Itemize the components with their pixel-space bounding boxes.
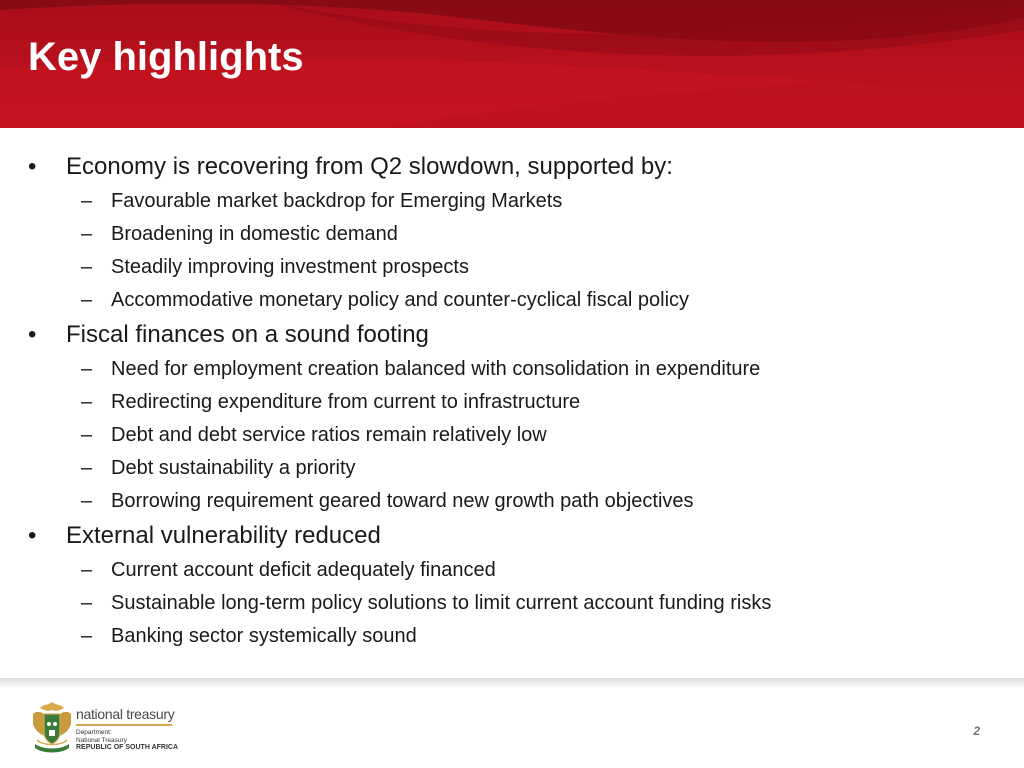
bullet-marker: •	[28, 321, 37, 348]
bullet-marker: •	[28, 153, 37, 180]
sub-bullet-item	[0, 217, 1000, 250]
sub-bullet-item	[0, 586, 1000, 619]
sub-bullet-marker: –	[81, 559, 93, 581]
sub-bullet-item	[0, 484, 1000, 517]
sub-bullet-text: Favourable market backdrop for Emerging Markets	[111, 190, 563, 212]
sub-bullet-text: Redirecting expenditure from current to infrastructure	[111, 391, 581, 413]
sub-bullet-item	[0, 385, 1000, 418]
sub-bullet-marker: –	[81, 592, 93, 614]
sub-bullet-marker: –	[81, 190, 93, 212]
sub-bullet-marker: –	[81, 391, 93, 413]
bullet-text: Fiscal finances on a sound footing	[66, 321, 429, 348]
bullet-item	[0, 148, 1000, 184]
sub-bullet-text: Need for employment creation balanced with consolidation in expenditure	[111, 358, 761, 380]
sub-bullet-marker: –	[81, 358, 93, 380]
logo-treasury-line: National Treasury	[76, 736, 127, 744]
sub-bullet-item	[0, 283, 1000, 316]
bullet-item	[0, 316, 1000, 352]
sub-bullet-text: Broadening in domestic demand	[111, 223, 398, 245]
sub-bullet-item	[0, 184, 1000, 217]
footer-divider	[0, 678, 1024, 688]
header-banner	[0, 0, 1024, 128]
logo-name: national treasury	[76, 706, 175, 722]
sub-bullet-item	[0, 619, 1000, 652]
sub-bullet-marker: –	[81, 289, 93, 311]
sub-bullet-item	[0, 553, 1000, 586]
sub-bullet-marker: –	[81, 424, 93, 446]
bullet-text: External vulnerability reduced	[66, 522, 381, 549]
department-logo-text	[76, 706, 178, 752]
sub-bullet-text: Debt and debt service ratios remain relatively low	[111, 424, 547, 446]
coat-of-arms-icon	[27, 700, 77, 756]
sub-bullet-text: Banking sector systemically sound	[111, 625, 417, 647]
logo-rule	[76, 724, 172, 726]
sub-bullet-item	[0, 451, 1000, 484]
logo-republic-line: REPUBLIC OF SOUTH AFRICA	[76, 744, 179, 751]
sub-bullet-text: Accommodative monetary policy and counter-cyclical fiscal policy	[111, 289, 690, 311]
sub-bullet-item	[0, 250, 1000, 283]
bullet-marker: •	[28, 522, 37, 549]
page-number: 2	[973, 724, 980, 738]
bullet-text: Economy is recovering from Q2 slowdown, supported by:	[66, 153, 673, 180]
sub-bullet-marker: –	[81, 625, 93, 647]
bullet-item	[0, 517, 1000, 553]
sub-bullet-text: Steadily improving investment prospects	[111, 256, 469, 278]
sub-bullet-marker: –	[81, 490, 93, 512]
sub-bullet-item	[0, 352, 1000, 385]
sub-bullet-text: Borrowing requirement geared toward new growth path objectives	[111, 490, 694, 512]
sub-bullet-text: Debt sustainability a priority	[111, 457, 356, 479]
logo-department-line: Department:	[76, 729, 112, 736]
content-area	[0, 148, 1000, 652]
sub-bullet-marker: –	[81, 256, 93, 278]
page-title: Key highlights	[28, 35, 304, 79]
sub-bullet-item	[0, 418, 1000, 451]
sub-bullet-marker: –	[81, 457, 93, 479]
sub-bullet-marker: –	[81, 223, 93, 245]
sub-bullet-text: Sustainable long-term policy solutions to limit current account funding risks	[111, 592, 772, 614]
sub-bullet-text: Current account deficit adequately financed	[111, 559, 496, 581]
